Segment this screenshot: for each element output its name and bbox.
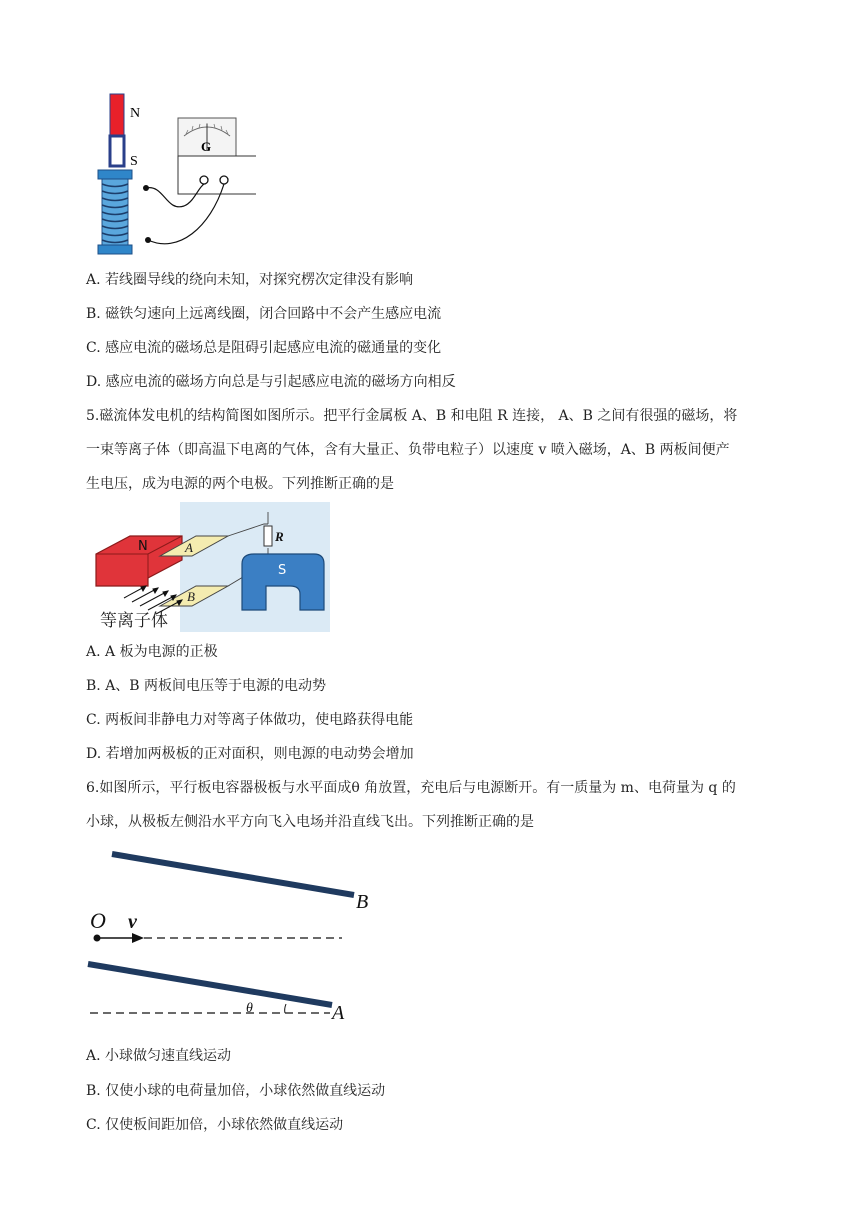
q6-stem-line-1: 6.如图所示，平行板电容器极板与水平面成θ 角放置，充电后与电源断开。有一质量为 m、电荷量为 q 的 [86, 780, 736, 796]
coil-top-cap [98, 170, 132, 179]
magnet-s-label: S [130, 154, 138, 169]
angle-arc [285, 1004, 286, 1013]
galvanometer-label: G [201, 139, 212, 154]
q4-option-d: D. 感应电流的磁场方向总是与引起感应电流的磁场方向相反 [86, 374, 456, 390]
plate-a-line [88, 964, 332, 1005]
plate-b-label: B [356, 891, 369, 913]
angle-label: θ [246, 1001, 253, 1016]
coil-bottom-cap [98, 245, 132, 254]
galvanometer-terminal-left [200, 176, 208, 184]
q5-option-c: C. 两板间非静电力对等离子体做功，使电路获得电能 [86, 712, 414, 728]
q4-option-c: C. 感应电流的磁场总是阻碍引起感应电流的磁通量的变化 [86, 340, 442, 356]
q4-option-a: A. 若线圈导线的绕向未知，对探究楞次定律没有影响 [86, 272, 414, 288]
origin-label: O [90, 908, 106, 933]
plasma-label: 等离子体 [100, 611, 168, 631]
galvanometer-terminal-right [220, 176, 228, 184]
q5-option-b: B. A、B 两板间电压等于电源的电动势 [86, 678, 327, 694]
mhd-generator-figure [86, 502, 332, 632]
plate-b-label: B [187, 589, 195, 604]
coil-magnet-figure [86, 88, 256, 256]
plate-a-label: A [332, 1002, 345, 1024]
q6-option-c: C. 仅使板间距加倍，小球依然做直线运动 [86, 1117, 344, 1133]
velocity-arrowhead [132, 933, 144, 943]
q5-stem-line-3: 生电压，成为电源的两个电极。下列推断正确的是 [86, 476, 394, 492]
plasma-arrows [124, 586, 182, 614]
magnet-south-pole [110, 136, 124, 166]
q5-stem-line-2: 一束等离子体（即高温下电离的气体，含有大量正、负带电粒子）以速度 v 喷入磁场，A、B 两板间便产 [86, 442, 730, 458]
velocity-label: v [128, 911, 137, 933]
resistor-label: R [275, 529, 284, 544]
resistor [264, 526, 272, 546]
magnet-s-label: S [278, 563, 287, 578]
q6-stem-line-2: 小球，从极板左侧沿水平方向飞入电场并沿直线飞出。下列推断正确的是 [86, 814, 534, 830]
plate-b-line [112, 854, 354, 895]
q5-option-d: D. 若增加两极板的正对面积，则电源的电动势会增加 [86, 746, 414, 762]
galvanometer-base [178, 156, 256, 194]
magnet-n-label: N [130, 106, 141, 121]
magnet-n-label: N [138, 539, 148, 554]
q6-option-b: B. 仅使小球的电荷量加倍，小球依然做直线运动 [86, 1083, 386, 1099]
tilted-capacitor-figure [86, 842, 376, 1024]
q4-option-b: B. 磁铁匀速向上远离线圈，闭合回路中不会产生感应电流 [86, 306, 442, 322]
magnet-north-pole [110, 94, 124, 136]
q6-option-a: A. 小球做匀速直线运动 [86, 1048, 232, 1064]
q5-stem-line-1: 5.磁流体发电机的结构简图如图所示。把平行金属板 A、B 和电阻 R 连接， A、B 之间有很强的磁场，将 [86, 408, 738, 424]
plate-a-label: A [185, 540, 193, 555]
q5-option-a: A. A 板为电源的正极 [86, 644, 218, 660]
